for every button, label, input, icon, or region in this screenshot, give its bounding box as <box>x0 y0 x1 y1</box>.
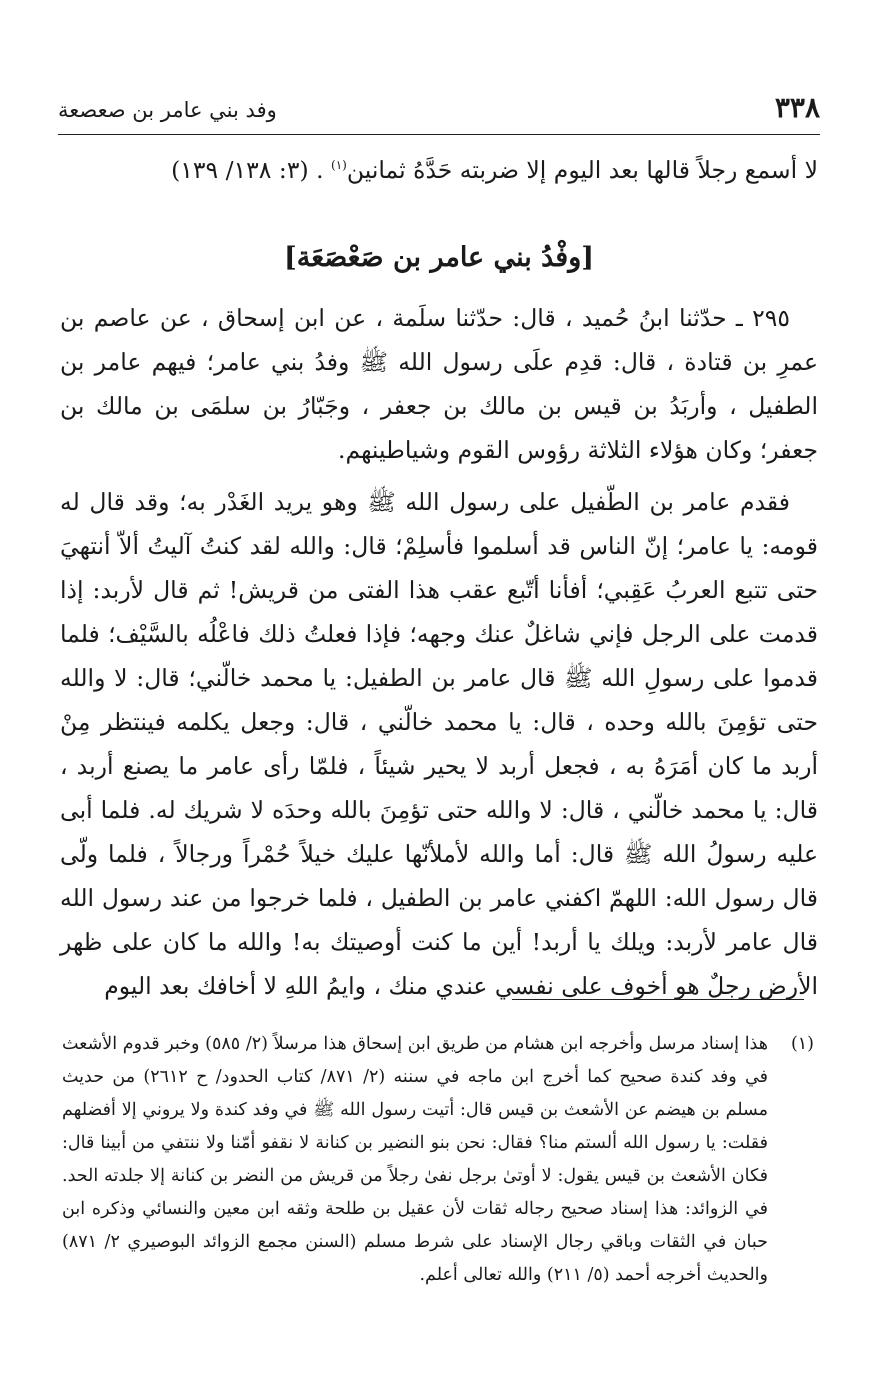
page-number: ٣٣٨ <box>774 91 820 124</box>
intro-paragraph <box>60 148 818 192</box>
hadith-paragraph-2: فقدم عامر بن الطّفيل على رسول الله ﷺ وهو يريد الغَدْر به؛ وقد قال له قومه: يا عامر؛ إنّ الناس قد أسلموا فأسلِمْ؛ قال: والله لقد كنتُ آليتُ ألاّ أنتهيَ حتى تتبع العربُ عَقِبي؛ أفأنا أتّبع عقب هذا الفتى من قريش! ثم قال لأربد: إذا قدمت على الرجل فإني شاغلٌ عنك وجهه؛ فإذا فعلتُ ذلك فاعْلُه بالسَّيْف؛ فلما قدموا على رسولِ الله ﷺ قال عامر بن الطفيل: يا محمد خالّني؛ قال: لا والله حتى تؤمِنَ بالله وحده ، قال: يا محمد خالّني ، قال: وجعل يكلمه فينتظر مِنْ أربد ما كان أمَرَهُ به ، فجعل أربد لا يحير شيئاً ، فلمّا رأى عامر ما يصنع أربد ، قال: يا محمد خالّني ، قال: لا والله حتى تؤمِنَ بالله وحدَه لا شريك له. فلما أبى عليه رسولُ الله ﷺ قال: أما والله لأملأنّها عليك خيلاً حُمْراً ورجالاً ، فلما ولّى قال رسول الله: اللهمّ اكفني عامر بن الطفيل ، فلما خرجوا من عند رسول الله قال عامر لأربد: ويلك يا أربد! أين ما كنت أوصيتك به! والله ما كان على ظهر الأرض رجلٌ هو أخوف على نفسي عندي منك ، وايمُ اللهِ لا أخافك بعد اليوم <box>60 488 818 1000</box>
footnote-1 <box>62 1028 814 1292</box>
page-header <box>58 92 820 132</box>
footnote-separator <box>512 999 804 1000</box>
hadith-295 <box>60 296 818 1008</box>
intro-text: لا أسمع رجلاً قالها بعد اليوم إلا ضربته حَدَّهُ ثمانين <box>346 156 818 184</box>
header-rule <box>58 134 820 135</box>
footnote-reference: (١) <box>331 158 347 173</box>
hadith-paragraph-1: ٢٩٥ ـ حدّثنا ابنُ حُميد ، قال: حدّثنا سلَمة ، عن ابن إسحاق ، عن عاصم بن عمرِ بن قتادة ، قال: قدِم علَى رسول الله ﷺ وفدُ بني عامر؛ فيهم عامر بن الطفيل ، وأربَدُ بن قيس بن مالك بن جعفر ، وجَبّارُ بن سلمَى بن مالك بن جعفر؛ وكان هؤلاء الثلاثة رؤوس القوم وشياطينهم. <box>60 304 819 464</box>
footnote-text: هذا إسناد مرسل وأخرجه ابن هشام من طريق ابن إسحاق هذا مرسلاً (٢/ ٥٨٥) وخبر قدوم الأشعث في وفد كندة صحيح كما أخرج ابن ماجه في سننه (٢/ ٨٧١/ كتاب الحدود/ ح ٢٦١٢) من حديث مسلم بن هيضم عن الأشعث بن قيس قال: أتيت رسول الله ﷺ في وفد كندة ولا يروني إلا أفضلهم فقلت: يا رسول الله ألستم منا؟ فقال: نحن بنو النضير بن كنانة لا نقفو أمّنا ولا ننتفي من أبينا قال: فكان الأشعث بن قيس يقول: لا أوتىٰ برجل نفىٰ رجلاً من قريش من النضر بن كنانة إلا جلدته الحد. في الزوائد: هذا إسناد صحيح رجاله ثقات لأن عقيل بن طلحة وثقه ابن معين والنسائي وذكره ابن حبان في الثقات وباقي رجال الإسناد على شرط مسلم (السنن مجمع الزوائد البوصيري ٢/ ٨٧١) والحديث أخرجه أحمد (٥/ ٢١١) والله تعالى أعلم. <box>62 1034 768 1285</box>
running-title: وفد بني عامر بن صعصعة <box>58 98 277 122</box>
chapter-title: [وفْدُ بني عامر بن صَعْصَعَة] <box>283 242 595 273</box>
intro-citation: . (٣: ١٣٨/ ١٣٩) <box>171 156 324 184</box>
footnote-mark: (١) <box>790 1034 814 1054</box>
